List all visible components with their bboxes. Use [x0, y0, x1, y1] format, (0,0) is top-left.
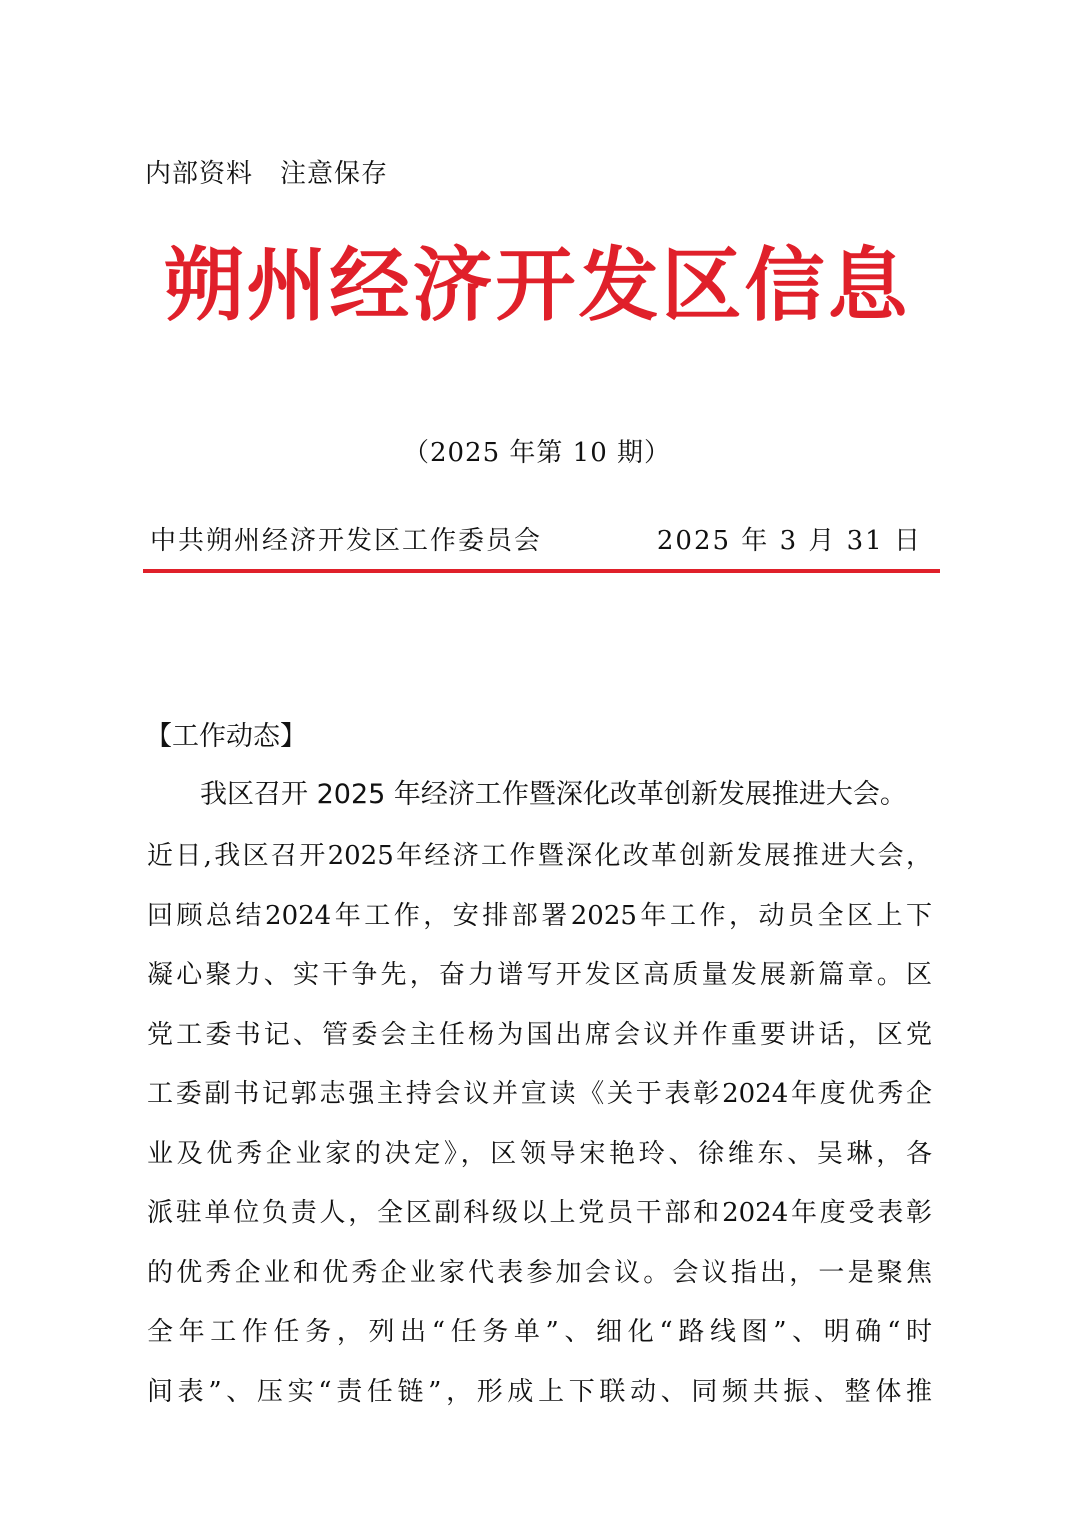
body-line: 近日,我区召开2025年经济工作暨深化改革创新发展推进大会， — [147, 841, 932, 871]
issue-date: 2025 年 3 月 31 日 — [656, 526, 922, 556]
red-divider-rule — [143, 569, 940, 573]
body-line: 全年工作任务，列出“任务单”、细化“路线图”、明确“时 — [147, 1317, 932, 1347]
issue-number: （2025 年第 10 期） — [402, 438, 672, 468]
body-line: 凝心聚力、实干争先，奋力谱写开发区高质量发展新篇章。区 — [147, 960, 932, 990]
body-line: 间表”、压实“责任链”，形成上下联动、同频共振、整体推 — [147, 1376, 932, 1407]
body-line: 工委副书记郭志强主持会议并宣读《关于表彰2024年度优秀企 — [147, 1079, 932, 1109]
body-line: 党工委书记、管委会主任杨为国出席会议并作重要讲话，区党 — [147, 1019, 932, 1050]
issuing-organization: 中共朔州经济开发区工作委员会 — [150, 526, 543, 556]
body-line: 业及优秀企业家的决定》，区领导宋艳玲、徐维东、吴琳，各 — [147, 1138, 932, 1169]
body-line: 的优秀企业和优秀企业家代表参加会议。会议指出，一是聚焦 — [147, 1257, 932, 1288]
masthead-title: 朔州经济开发区信息 — [163, 239, 911, 332]
article-headline: 我区召开 2025 年经济工作暨深化改革创新发展推进大会。 — [200, 779, 907, 810]
body-line: 派驻单位负责人，全区副科级以上党员干部和2024年度受表彰 — [147, 1198, 932, 1228]
section-heading: 【工作动态】 — [145, 721, 307, 752]
classification-label: 内部资料 注意保存 — [145, 159, 389, 189]
article-body — [147, 827, 932, 1422]
body-line: 回顾总结2024年工作，安排部署2025年工作，动员全区上下 — [147, 900, 932, 931]
